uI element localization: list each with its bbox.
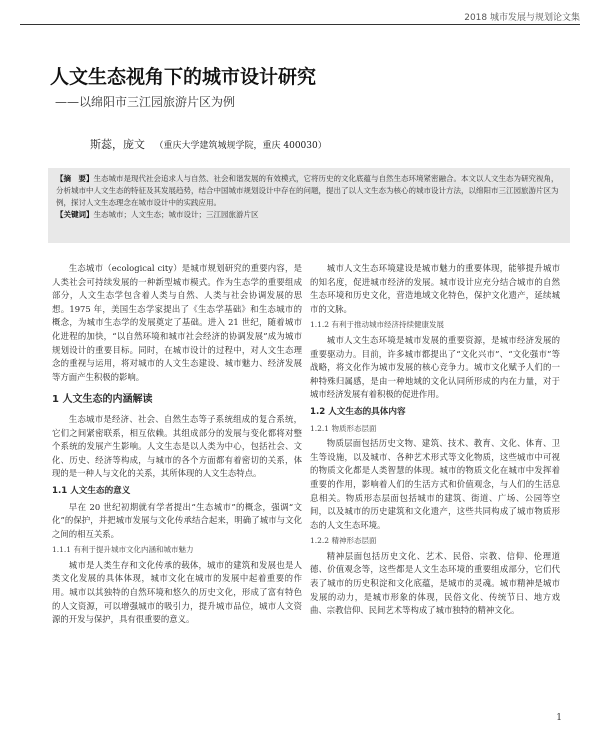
subsubsection-paragraph: 城市人文生态环境是城市发展的重要资源，是城市经济发展的重要驱动力。目前，许多城市都提出了“文化兴市”、“文化强市”等战略，将文化作为城市发展的核心竞争力。城市文化赋予人们的一种特殊归属感，是由一种地域的文化认同所形成的内在力量，对于城市经济发展有着积极的促进作用。 xyxy=(310,334,560,400)
right-column xyxy=(310,262,560,618)
article-subtitle: ——以绵阳市三江园旅游片区为例 xyxy=(55,95,236,109)
section-paragraph: 生态城市是经济、社会、自然生态等子系统组成的复合系统，它们之间紧密联系，相互依赖。其组成部分的发展与变化都将对整个系统的发展产生影响。人文生态是以人类为中心，包括社会、文化、历史、经济等构成，与城市的各个方面都有着密切的关系，体现的是一种人与文化的关系，其所体现的人文生态特点。 xyxy=(52,413,302,479)
subsubsection-paragraph: 精神层面包括历史文化、艺术、民俗、宗教、信仰、伦理道德、价值观念等，这些都是人文生态环境的重要组成部分，它们代表了城市的历史积淀和文化底蕴，是城市的灵魂。城市精神是城市发展的动力，是城市形象的体现，民俗文化、传统节日、地方戏曲、宗教信仰、民间艺术等构成了城市独特的精神文化。 xyxy=(310,550,560,616)
continued-paragraph: 城市人文生态环境建设是城市魅力的重要体现，能够提升城市的知名度，促进城市经济的发展。城市设计应充分结合城市的自然生态环境和历史文化，营造地域文化特色，保护文化遗产，延续城市的文脉。 xyxy=(310,263,560,314)
subsubsection-heading: 1.2.2 精神形态层面 xyxy=(310,536,377,546)
subsubsection-paragraph: 城市是人类生存和文化传承的载体，城市的建筑和发展也是人类文化发展的具体体现，城市文化在城市的发展中起着重要的作用。城市以其独特的自然环境和悠久的历史文化，形成了富有特色的人文资源，可以增强城市的吸引力，提升城市品位，城市人文资源的开发与保护，具有很重要的意义。 xyxy=(52,559,302,625)
keywords-label: 【关键词】 xyxy=(56,210,94,219)
abstract-box xyxy=(48,168,570,243)
subsubsection-paragraph: 物质层面包括历史文物、建筑、技术、教育、文化、体育、卫生等设施，以及城市、各种艺术形式等文化物质，这些城市中可视的物质文化都是人类智慧的体现。城市的物质文化在城市中发挥着重要的作用，影响着人们的生活方式和价值观念，与人们的生活息息相关。物质形态层面包括城市的建筑、街道、广场、公园等空间，以及城市的历史建筑和文化遗产，这些共同构成了城市物质形态的人文生态环境。 xyxy=(310,438,560,530)
left-column xyxy=(52,262,302,627)
intro-paragraph: 生态城市（ecological city）是城市规划研究的重要内容，是人类社会可持续发展的一种新型城市模式。作为生态学的重要组成部分，人文生态学包含着人类与自然、人类与社会协调发展的思想。1975 年，美国生态学家提出了《生态学基础》和生态城市的概念，为城市生态学的发展奠定了基础。进入 21 世纪，随着城市化进程的加快，“以自然环境和城市社会经济的协调发展”成为城市规划设计的重要目标。同时，在城市设计的过程中，对人文生态理念的重视与运用，将对城市的人文生态建设、城市魅力、经济发展等方面产生积极的影响。 xyxy=(52,263,302,382)
author-line xyxy=(90,136,327,152)
header-divider xyxy=(20,24,580,25)
subsection-heading: 1.1 人文生态的意义 xyxy=(52,485,131,496)
keywords-text: 生态城市；人文生态；城市设计；三江园旅游片区 xyxy=(93,210,259,219)
subsection-paragraph: 早在 20 世纪初期就有学者提出“生态城市”的概念，强调“文化”的保护，并把城市发展与文化传承结合起来，明确了城市与文化之间的相互关系。 xyxy=(52,501,302,539)
keywords-line xyxy=(56,209,562,221)
article-title: 人文生态视角下的城市设计研究 xyxy=(50,66,317,88)
subsubsection-heading: 1.1.2 有利于推动城市经济持续健康发展 xyxy=(310,320,444,330)
running-header: 2018 城市发展与规划论文集 xyxy=(464,13,580,23)
subsubsection-heading: 1.1.1 有利于提升城市文化内涵和城市魅力 xyxy=(52,545,194,555)
section-heading: 1 人文生态的内涵解读 xyxy=(52,394,153,406)
abstract-label: 【摘 要】 xyxy=(56,174,94,183)
author-names: 斯蕊，庞文 xyxy=(90,138,145,151)
author-affiliation: （重庆大学建筑城规学院，重庆 400030） xyxy=(154,141,327,151)
subsection-heading: 1.2 人文生态的具体内容 xyxy=(310,406,406,417)
abstract-text: 生态城市是现代社会追求人与自然、社会和谐发展的有效模式，它将历史的文化底蕴与自然生态环境紧密融合。本文以人文生态为研究视角，分析城市中人文生态的特征及其发展趋势，结合中国城市规划设计中存在的问题，提出了以人文生态为核心的城市设计方法，以绵阳市三江园旅游片区为例，探讨人文生态理念在城市设计中的实践应用。 xyxy=(56,174,559,207)
subsubsection-heading: 1.2.1 物质形态层面 xyxy=(310,423,377,433)
page-number: 1 xyxy=(556,713,562,723)
